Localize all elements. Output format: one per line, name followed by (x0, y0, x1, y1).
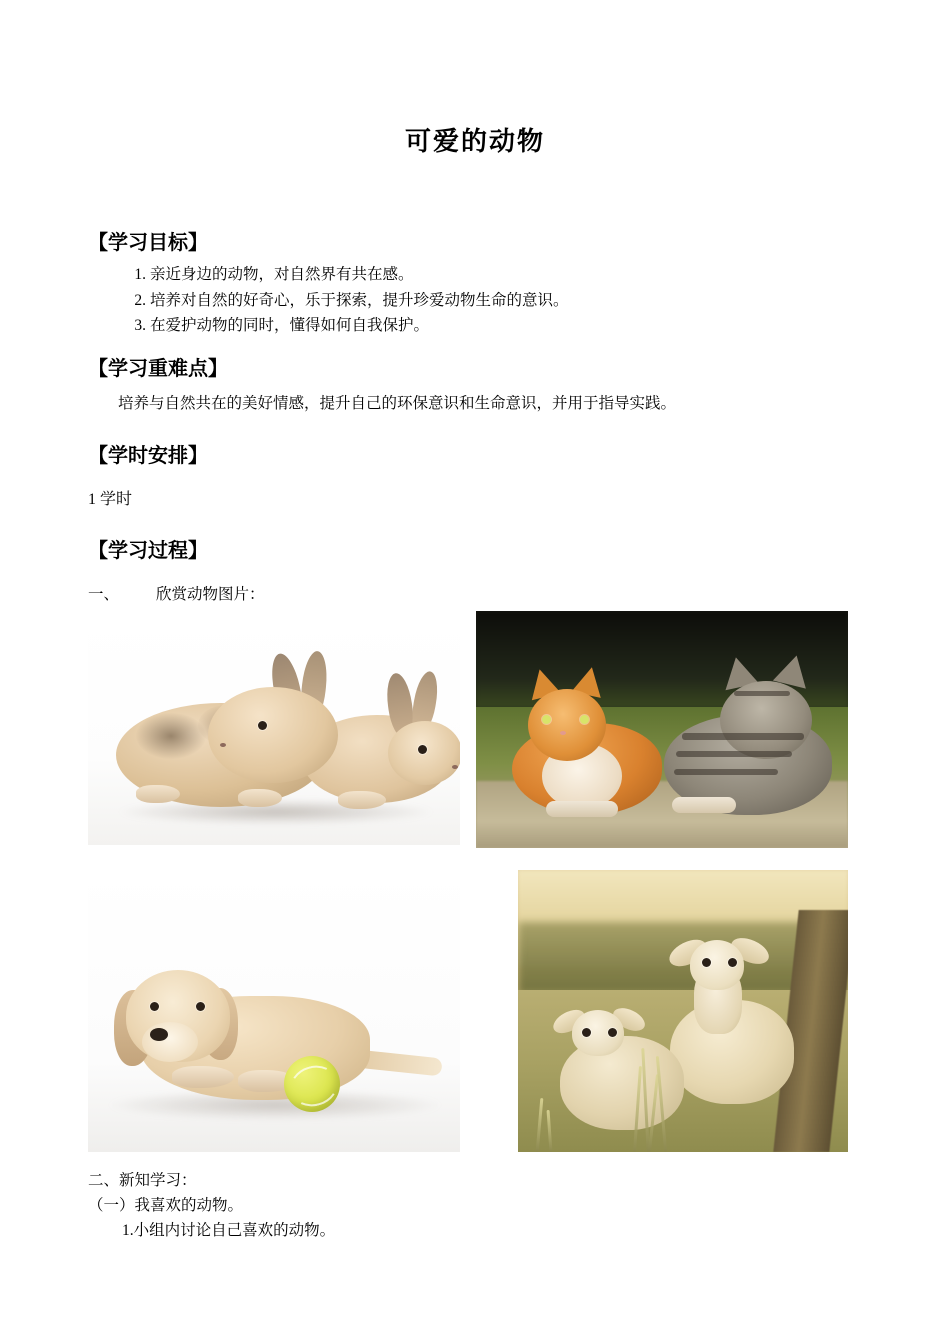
image-cell (88, 617, 460, 848)
spacer (88, 512, 862, 536)
spacer (88, 417, 862, 441)
process-substep-one: （一）我喜欢的动物。 (88, 1197, 244, 1215)
cat-stripe (674, 769, 778, 775)
spacer (88, 1152, 862, 1168)
puppy-muzzle (142, 1022, 198, 1062)
list-item-text: 亲近身边的动物，对自然界有共在感。 (150, 266, 414, 284)
rabbit-head-left (208, 687, 338, 783)
orange-kitten-head (528, 689, 606, 761)
process-substep-one-detail: 1.小组内讨论自己喜欢的动物。 (122, 1222, 336, 1240)
image-cell (518, 870, 848, 1152)
spacer (88, 471, 862, 487)
animal-image-gallery (88, 617, 862, 1152)
key-points-paragraph: 培养与自然共在的美好情感，提升自己的环保意识和生命意识，并用于指导实践。 (118, 394, 677, 412)
process-step-one-lead: 一、 (88, 586, 120, 604)
process-step-one-text: 欣赏动物图片： (156, 586, 265, 604)
cat-stripe (676, 751, 792, 757)
lamb-front-body (560, 1036, 684, 1130)
process-step-one (88, 582, 862, 607)
cat-stripe (734, 691, 790, 696)
list-item-number: 1. (134, 266, 146, 284)
cat-paw (546, 801, 618, 817)
section-heading-key-points: 【学习重难点】 (88, 357, 228, 380)
process-step-two: 二、新知学习： (88, 1172, 197, 1190)
list-item-text: 培养对自然的好奇心，乐于探索，提升珍爱动物生命的意识。 (150, 291, 569, 309)
section-heading-process: 【学习过程】 (88, 540, 208, 563)
image-cell (476, 611, 848, 848)
image-row-2 (88, 870, 862, 1152)
rabbit-fur-patch (136, 713, 206, 759)
page-title: 可爱的动物 (404, 127, 545, 156)
schedule-value: 1 学时 (88, 490, 133, 508)
spacer (88, 566, 862, 582)
list-item-number: 2. (134, 291, 146, 309)
section-heading-schedule: 【学时安排】 (88, 444, 208, 467)
two-rabbits-photo (88, 617, 460, 845)
spacer (88, 160, 862, 228)
cat-paw (672, 797, 736, 813)
image-cell (88, 870, 460, 1152)
objectives-list (88, 262, 862, 337)
two-cats-photo (476, 611, 848, 848)
list-item (134, 262, 862, 287)
list-item (134, 313, 862, 338)
list-item-number: 3. (134, 316, 146, 334)
list-item-text: 在爱护动物的同时，懂得如何自我保护。 (150, 316, 430, 334)
section-heading-objectives: 【学习目标】 (88, 232, 208, 255)
puppy-with-ball-photo (88, 870, 460, 1152)
list-item (134, 288, 862, 313)
spacer (88, 338, 862, 354)
two-lambs-photo (518, 870, 848, 1152)
image-row-1 (88, 617, 862, 848)
cat-stripe (682, 733, 804, 740)
